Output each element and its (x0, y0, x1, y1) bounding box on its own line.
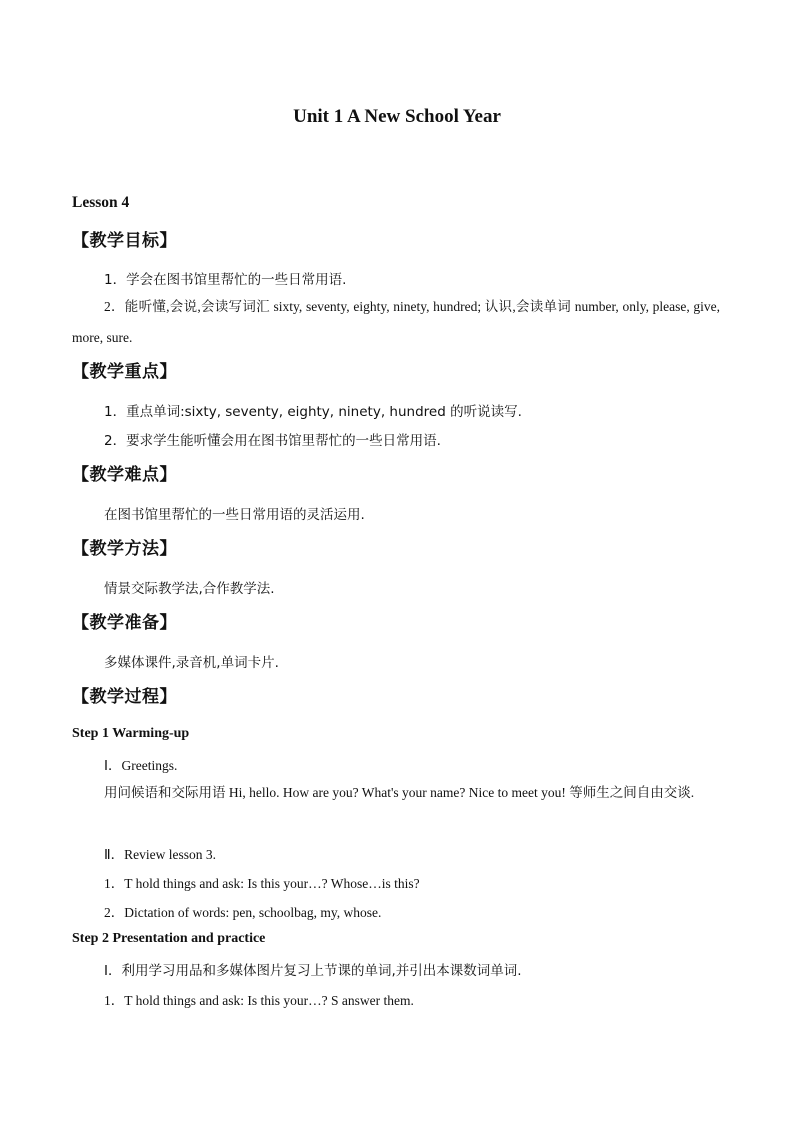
lesson-label: Lesson 4 (72, 194, 130, 211)
document-title: Unit 1 A New School Year (293, 106, 501, 127)
methods-heading: 【教学方法】 (72, 539, 177, 559)
methods-text: 情景交际教学法,合作教学法. (104, 581, 275, 597)
difficulties-text: 在图书馆里帮忙的一些日常用语的灵活运用. (104, 507, 365, 523)
step1-review: Ⅱ．Review lesson 3. (104, 847, 217, 862)
step2-title: Step 2 Presentation and practice (72, 931, 266, 946)
key-point-item-1: 1．重点单词:sixty, seventy, eighty, ninety, hundred 的听说读写. (104, 404, 522, 420)
step2-item-1: 1．T hold things and ask: Is this your…? S answer them. (104, 993, 414, 1008)
difficulties-heading: 【教学难点】 (72, 465, 177, 485)
key-point-item-2: 2．要求学生能听懂会用在图书馆里帮忙的一些日常用语. (104, 433, 441, 449)
preparation-heading: 【教学准备】 (72, 613, 177, 633)
step1-item-2: 2．Dictation of words: pen, schoolbag, my, whose. (104, 905, 382, 920)
step1-title: Step 1 Warming-up (72, 726, 190, 741)
step1-item-1: 1．T hold things and ask: Is this your…? Whose…is this? (104, 876, 420, 891)
preparation-text: 多媒体课件,录音机,单词卡片. (104, 655, 279, 671)
objective-item-1: 1．学会在图书馆里帮忙的一些日常用语. (104, 272, 347, 288)
step1-greeting-text: 用问候语和交际用语 Hi, hello. How are you? What's your name? Nice to meet you! 等师生之间自由交谈. (104, 785, 695, 800)
objectives-heading: 【教学目标】 (72, 231, 177, 251)
objective-item-2: 2．能听懂,会说,会读写词汇 sixty, seventy, eighty, ninety, hundred; 认识,会读单词 number, only, please, give, more, sure. (72, 299, 720, 345)
process-heading: 【教学过程】 (72, 687, 177, 707)
step2-intro: Ⅰ．利用学习用品和多媒体图片复习上节课的单词,并引出本课数词单词. (104, 963, 522, 979)
key-points-heading: 【教学重点】 (72, 362, 177, 382)
step1-greetings: Ⅰ．Greetings. (104, 758, 178, 773)
